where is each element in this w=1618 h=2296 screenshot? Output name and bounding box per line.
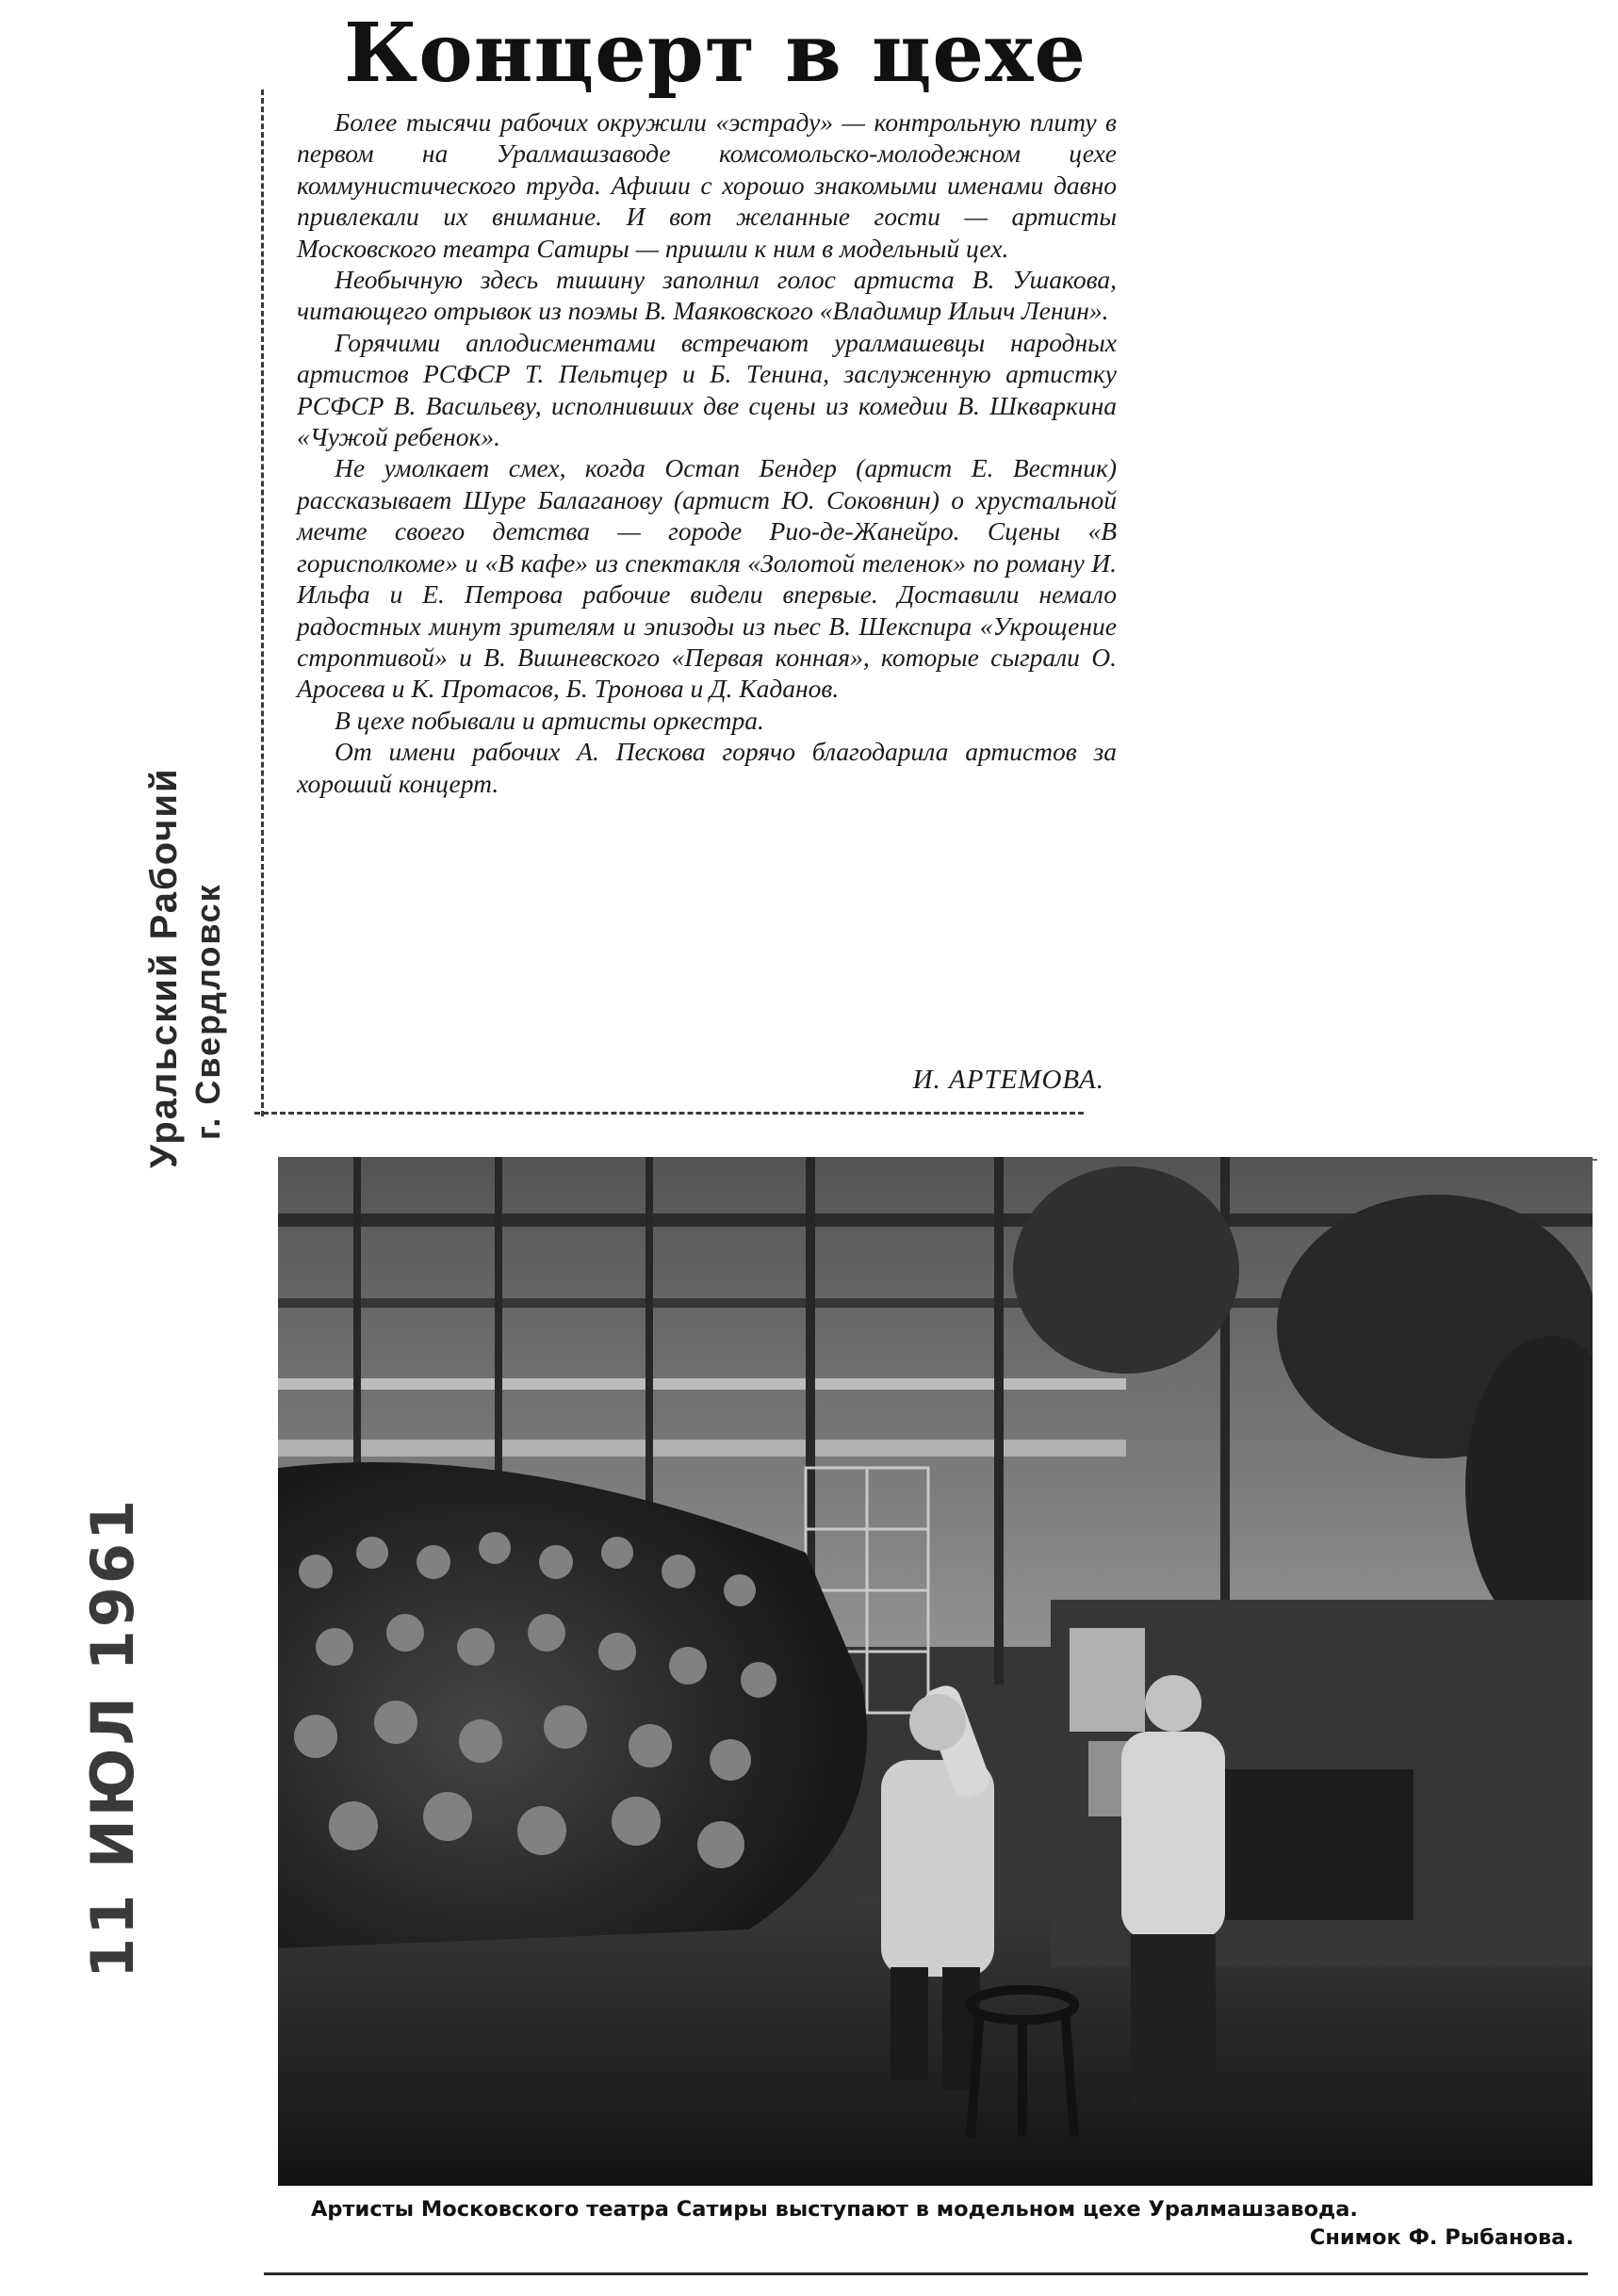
article-paragraph-6: От имени рабочих А. Пескова горячо благодарила артистов за хороший концерт. [297, 737, 1117, 798]
article-paragraph-2: Необычную здесь тишину заполнил голос артиста В. Ушакова, читающего отрывок из поэмы В. Маяковского «Владимир Ильич Ленин». [297, 265, 1117, 326]
article-author: И. АРТЕМОВА. [912, 1065, 1104, 1095]
newspaper-name: Уральский Рабочий [143, 767, 185, 1168]
article-paragraph-1: Более тысячи рабочих окружили «эстраду» — контрольную плиту в первом на Уралмашзаводе комсомольско-молодежном цехе коммунистического труда. Афиши с хорошо знакомыми именами давно привлекали их внимание. И вот желанные гости — артисты Московского театра Сатиры — пришли к ним в модельный цех. [297, 107, 1117, 263]
article-body [297, 106, 1117, 799]
article-paragraph-5: В цехе побывали и артисты оркестра. [335, 705, 764, 735]
photo-caption-text: Артисты Московского театра Сатиры выступают в модельном цехе Уралмашзавода. [311, 2197, 1358, 2222]
concert-photo-illustration [278, 1157, 1593, 2186]
article-paragraph-4: Не умолкает смех, когда Остап Бендер (артист Е. Вестник) рассказывает Шуре Балаганову (артист Ю. Соковнин) о хрустальной мечте своего детства — городе Рио-де-Жанейро. Сцены «В горисполкоме» и «В кафе» из спектакля «Золотой теленок» по роману И. Ильфа и Е. Петрова рабочие видели впервые. Доставили немало радостных минут зрителям и эпизоды из пьес В. Шекспира «Укрощение строптивой» и В. Вишневского «Первая конная», которые сыграли О. Аросева и К. Протасов, Б. Тронова и Д. Каданов. [297, 453, 1117, 704]
photo-credit: Снимок Ф. Рыбанова. [1309, 2225, 1574, 2250]
clipping-edge-bottom [254, 1112, 1084, 1115]
article-paragraph-3: Горячими аплодисментами встречают уралмашевцы народных артистов РСФСР Т. Пельтцер и Б. Тенина, заслуженную артистку РСФСР В. Васильеву, исполнивших две сцены из комедии В. Шкваркина «Чужой ребенок». [297, 327, 1117, 452]
article-headline: Концерт в цехе [344, 6, 1087, 101]
newspaper-city: г. Свердловск [188, 883, 227, 1140]
date-stamp-text: 11 ИЮЛ 1961 [78, 1496, 147, 1978]
clipping-edge-left [261, 90, 264, 1116]
photo-caption [311, 2195, 1588, 2252]
bottom-rule [264, 2272, 1588, 2275]
concert-photo [278, 1157, 1593, 2186]
